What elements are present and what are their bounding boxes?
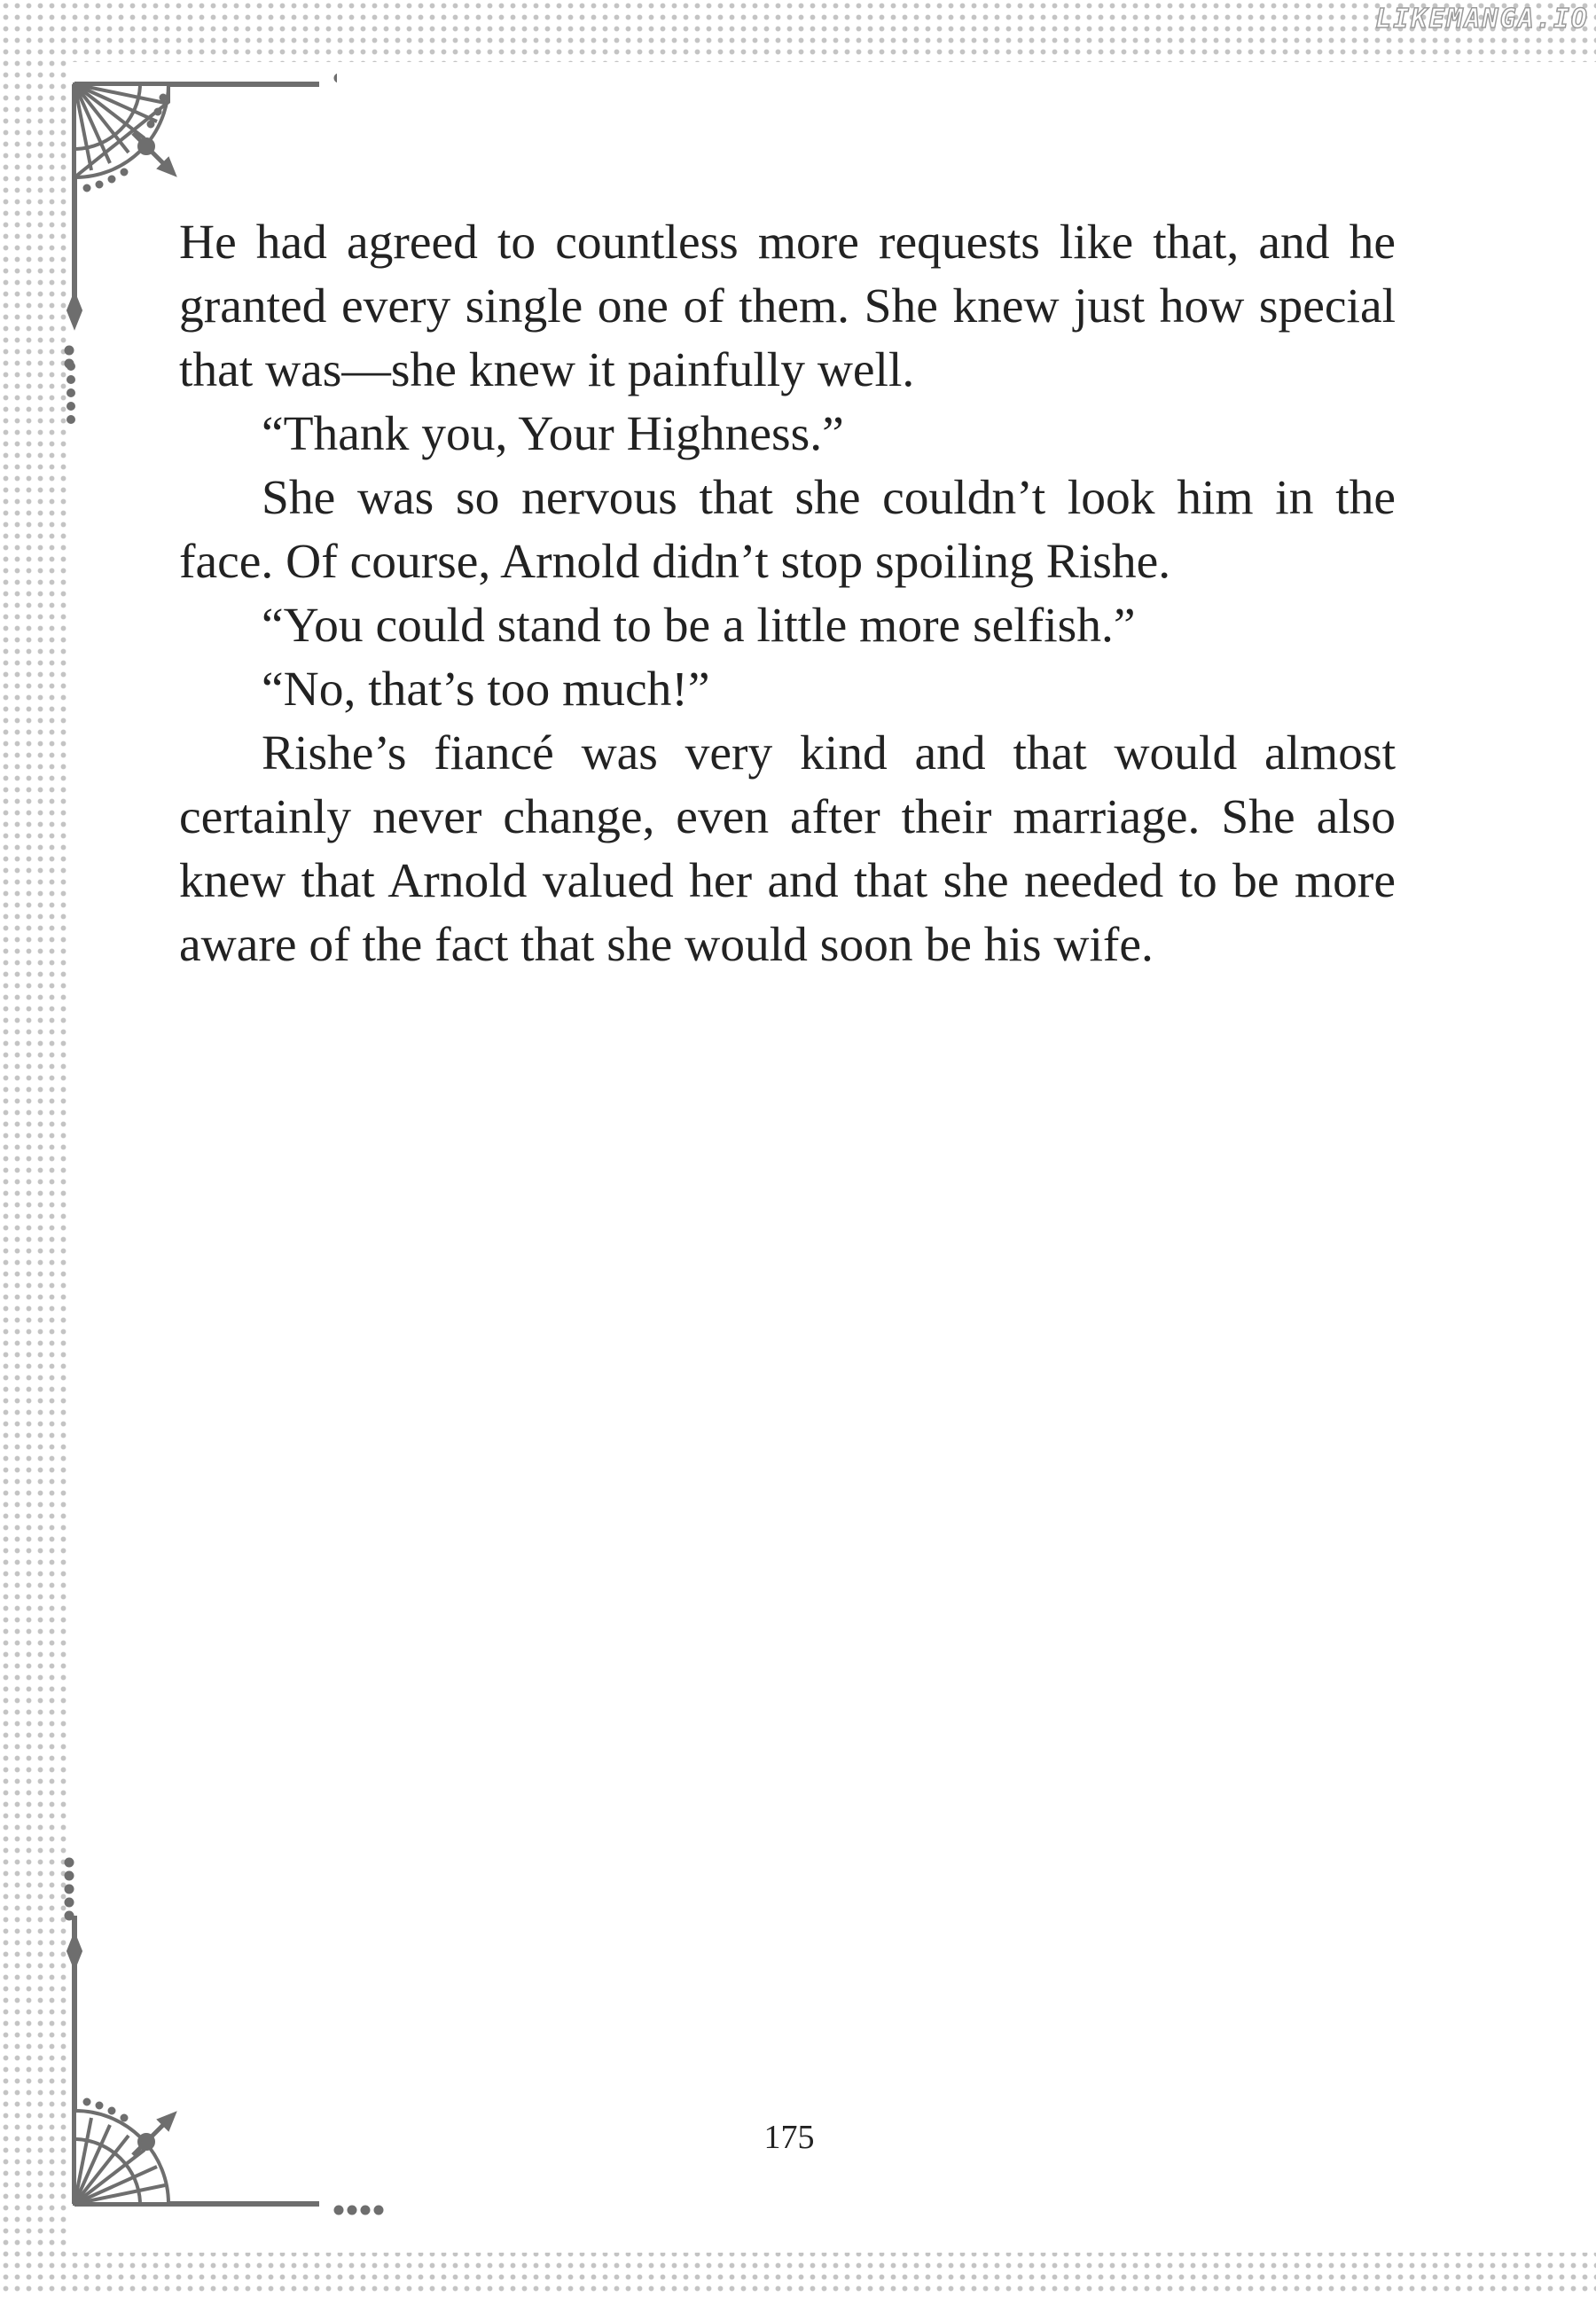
paragraph: “No, that’s too much!”	[262, 662, 710, 717]
paragraph: He had agreed to countless more requests like that, and he granted every single one of them. She knew just how special that was—she knew it painfully well.	[179, 216, 1396, 397]
paragraph: “You could stand to be a little more selfish.”	[262, 599, 1136, 653]
paragraph: She was so nervous that she couldn’t look him in the face. Of course, Arnold didn’t stop spoiling Rishe.	[179, 471, 1396, 589]
body-text	[179, 211, 1396, 977]
corner-ornament-bottom-icon	[0, 1800, 408, 2297]
paragraph: “Thank you, Your Highness.”	[262, 407, 844, 461]
left-dot-chain-top-icon	[62, 359, 80, 483]
paragraph: Rishe’s fiancé was very kind and that would almost certainly never change, even after their marriage. She also knew that Arnold valued her and that she needed to be more aware of the fact that she would soon be his wife.	[179, 726, 1396, 972]
watermark: LIKEMANGA.IO	[1375, 4, 1589, 35]
page-number: 175	[763, 2119, 815, 2156]
